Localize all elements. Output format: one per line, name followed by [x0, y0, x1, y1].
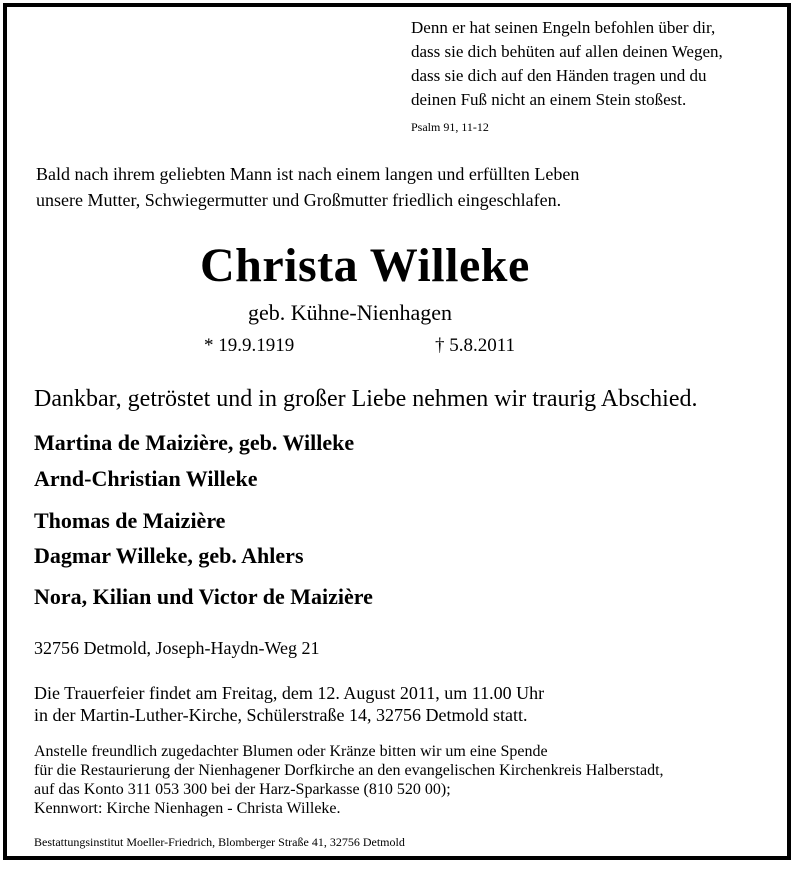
donation-line: für die Restaurierung der Nienhagener Dorfkirche an den evangelischen Kirchenkreis Halberstadt, — [34, 762, 664, 779]
mourner-name: Martina de Maizière, geb. Willeke — [34, 430, 355, 455]
funeral-service-info — [34, 682, 544, 726]
birth-date: * 19.9.1919 — [204, 335, 295, 356]
intro-text — [36, 161, 579, 213]
donation-request — [34, 742, 664, 818]
verse-line: dass sie dich auf den Händen tragen und du — [411, 66, 707, 85]
bible-verse — [411, 16, 723, 112]
mourner-name: Nora, Kilian und Victor de Maizière — [34, 584, 373, 609]
intro-line: unsere Mutter, Schwiegermutter und Großmutter friedlich eingeschlafen. — [36, 190, 562, 210]
death-date: † 5.8.2011 — [435, 335, 516, 356]
service-line: in der Martin-Luther-Kirche, Schülerstraße 14, 32756 Detmold statt. — [34, 705, 528, 725]
donation-line: auf das Konto 311 053 300 bei der Harz-Sparkasse (810 520 00); — [34, 781, 451, 798]
undertaker-info: Bestattungsinstitut Moeller-Friedrich, Blomberger Straße 41, 32756 Detmold — [34, 835, 405, 849]
family-address: 32756 Detmold, Joseph-Haydn-Weg 21 — [34, 638, 320, 658]
deceased-name: Christa Willeke — [200, 239, 530, 292]
verse-line: Denn er hat seinen Engeln befohlen über dir, — [411, 18, 716, 37]
donation-line: Kennwort: Kirche Nienhagen - Christa Willeke. — [34, 800, 341, 817]
maiden-name: geb. Kühne-Nienhagen — [248, 300, 453, 325]
verse-reference: Psalm 91, 11-12 — [411, 120, 489, 134]
donation-line: Anstelle freundlich zugedachter Blumen oder Kränze bitten wir um eine Spende — [34, 743, 548, 760]
mourner-name: Arnd-Christian Willeke — [34, 466, 258, 491]
verse-line: dass sie dich behüten auf allen deinen Wegen, — [411, 42, 723, 61]
intro-line: Bald nach ihrem geliebten Mann ist nach einem langen und erfüllten Leben — [36, 164, 580, 184]
verse-line: deinen Fuß nicht an einem Stein stoßest. — [411, 90, 687, 109]
service-line: Die Trauerfeier findet am Freitag, dem 12. August 2011, um 11.00 Uhr — [34, 683, 545, 703]
farewell-text: Dankbar, getröstet und in großer Liebe nehmen wir traurig Abschied. — [34, 386, 698, 412]
mourner-name: Dagmar Willeke, geb. Ahlers — [34, 543, 304, 568]
mourner-name: Thomas de Maizière — [34, 508, 226, 533]
